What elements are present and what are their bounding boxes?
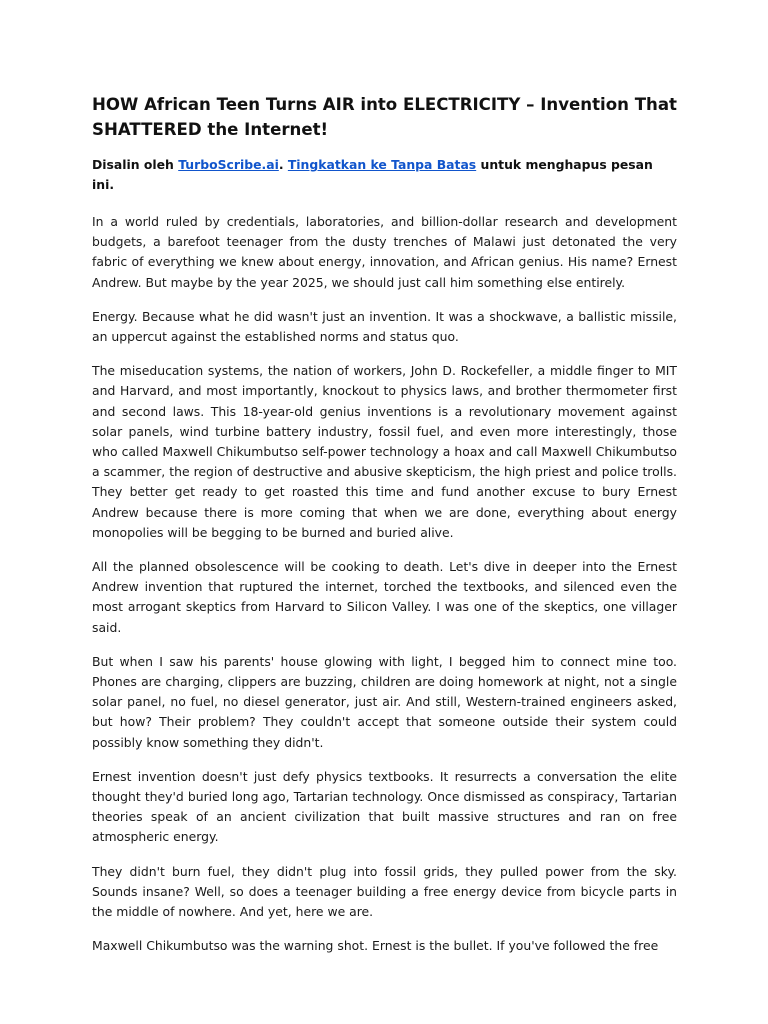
paragraph: They didn't burn fuel, they didn't plug into fossil grids, they pulled power from the sky. Sounds insane? Well, so does a teenager building a free energy device from bicycle parts in the middle of nowhere. And yet, here we are.: [92, 863, 677, 920]
transcription-note: [92, 155, 677, 195]
paragraph: Energy. Because what he did wasn't just an invention. It was a shockwave, a ballistic missile, an uppercut against the established norms and status quo.: [92, 308, 677, 345]
paragraph: Ernest invention doesn't just defy physics textbooks. It resurrects a conversation the elite thought they'd buried long ago, Tartarian technology. Once dismissed as conspiracy, Tartarian theories speak of an ancient civilization that built massive structures and ran on free atmospheric energy.: [92, 768, 677, 845]
note-separator: .: [278, 157, 288, 172]
upgrade-unlimited-link[interactable]: Tingkatkan ke Tanpa Batas: [287, 157, 477, 172]
note-suffix: untuk menghapus pesan ini.: [92, 157, 653, 192]
note-prefix: Disalin oleh: [92, 157, 179, 172]
paragraph: Maxwell Chikumbutso was the warning shot. Ernest is the bullet. If you've followed the free: [92, 938, 659, 954]
turboscribe-link[interactable]: TurboScribe.ai: [178, 157, 279, 172]
paragraph: In a world ruled by credentials, laboratories, and billion-dollar research and development budgets, a barefoot teenager from the dusty trenches of Malawi just detonated the very fabric of everything we knew about energy, innovation, and African genius. His name? Ernest Andrew. But maybe by the year 2025, we should just call him something else entirely.: [92, 214, 677, 290]
paragraph: The miseducation systems, the nation of workers, John D. Rockefeller, a middle finger to MIT and Harvard, and most importantly, knockout to physics laws, and brother thermometer first and second laws. This 18-year-old genius inventions is a revolutionary movement against solar panels, wind turbine battery industry, fossil fuel, and even more interestingly, those who called Maxwell Chikumbutso self-power technology a hoax and call Maxwell Chikumbutso a scammer, the region of destructive and abusive skepticism, the high priest and police trolls. They better get ready to get roasted this time and fund another excuse to bury Ernest Andrew because there is more coming that when we are done, everything about energy monopolies will be begging to be burned and buried alive.: [92, 363, 677, 540]
document-title: HOW African Teen Turns AIR into ELECTRICITY – Invention That SHATTERED the Internet!: [92, 95, 677, 139]
document-page: [92, 92, 677, 970]
paragraph: But when I saw his parents' house glowing with light, I begged him to connect mine too. Phones are charging, clippers are buzzing, children are doing homework at night, not a single solar panel, no fuel, no diesel generator, just air. And still, Western-trained engineers asked, but how? Their problem? They couldn't accept that someone outside their system could possibly know something they didn't.: [92, 653, 677, 750]
paragraph: All the planned obsolescence will be cooking to death. Let's dive in deeper into the Ernest Andrew invention that ruptured the internet, torched the textbooks, and silenced even the most arrogant skeptics from Harvard to Silicon Valley. I was one of the skeptics, one villager said.: [92, 559, 677, 635]
